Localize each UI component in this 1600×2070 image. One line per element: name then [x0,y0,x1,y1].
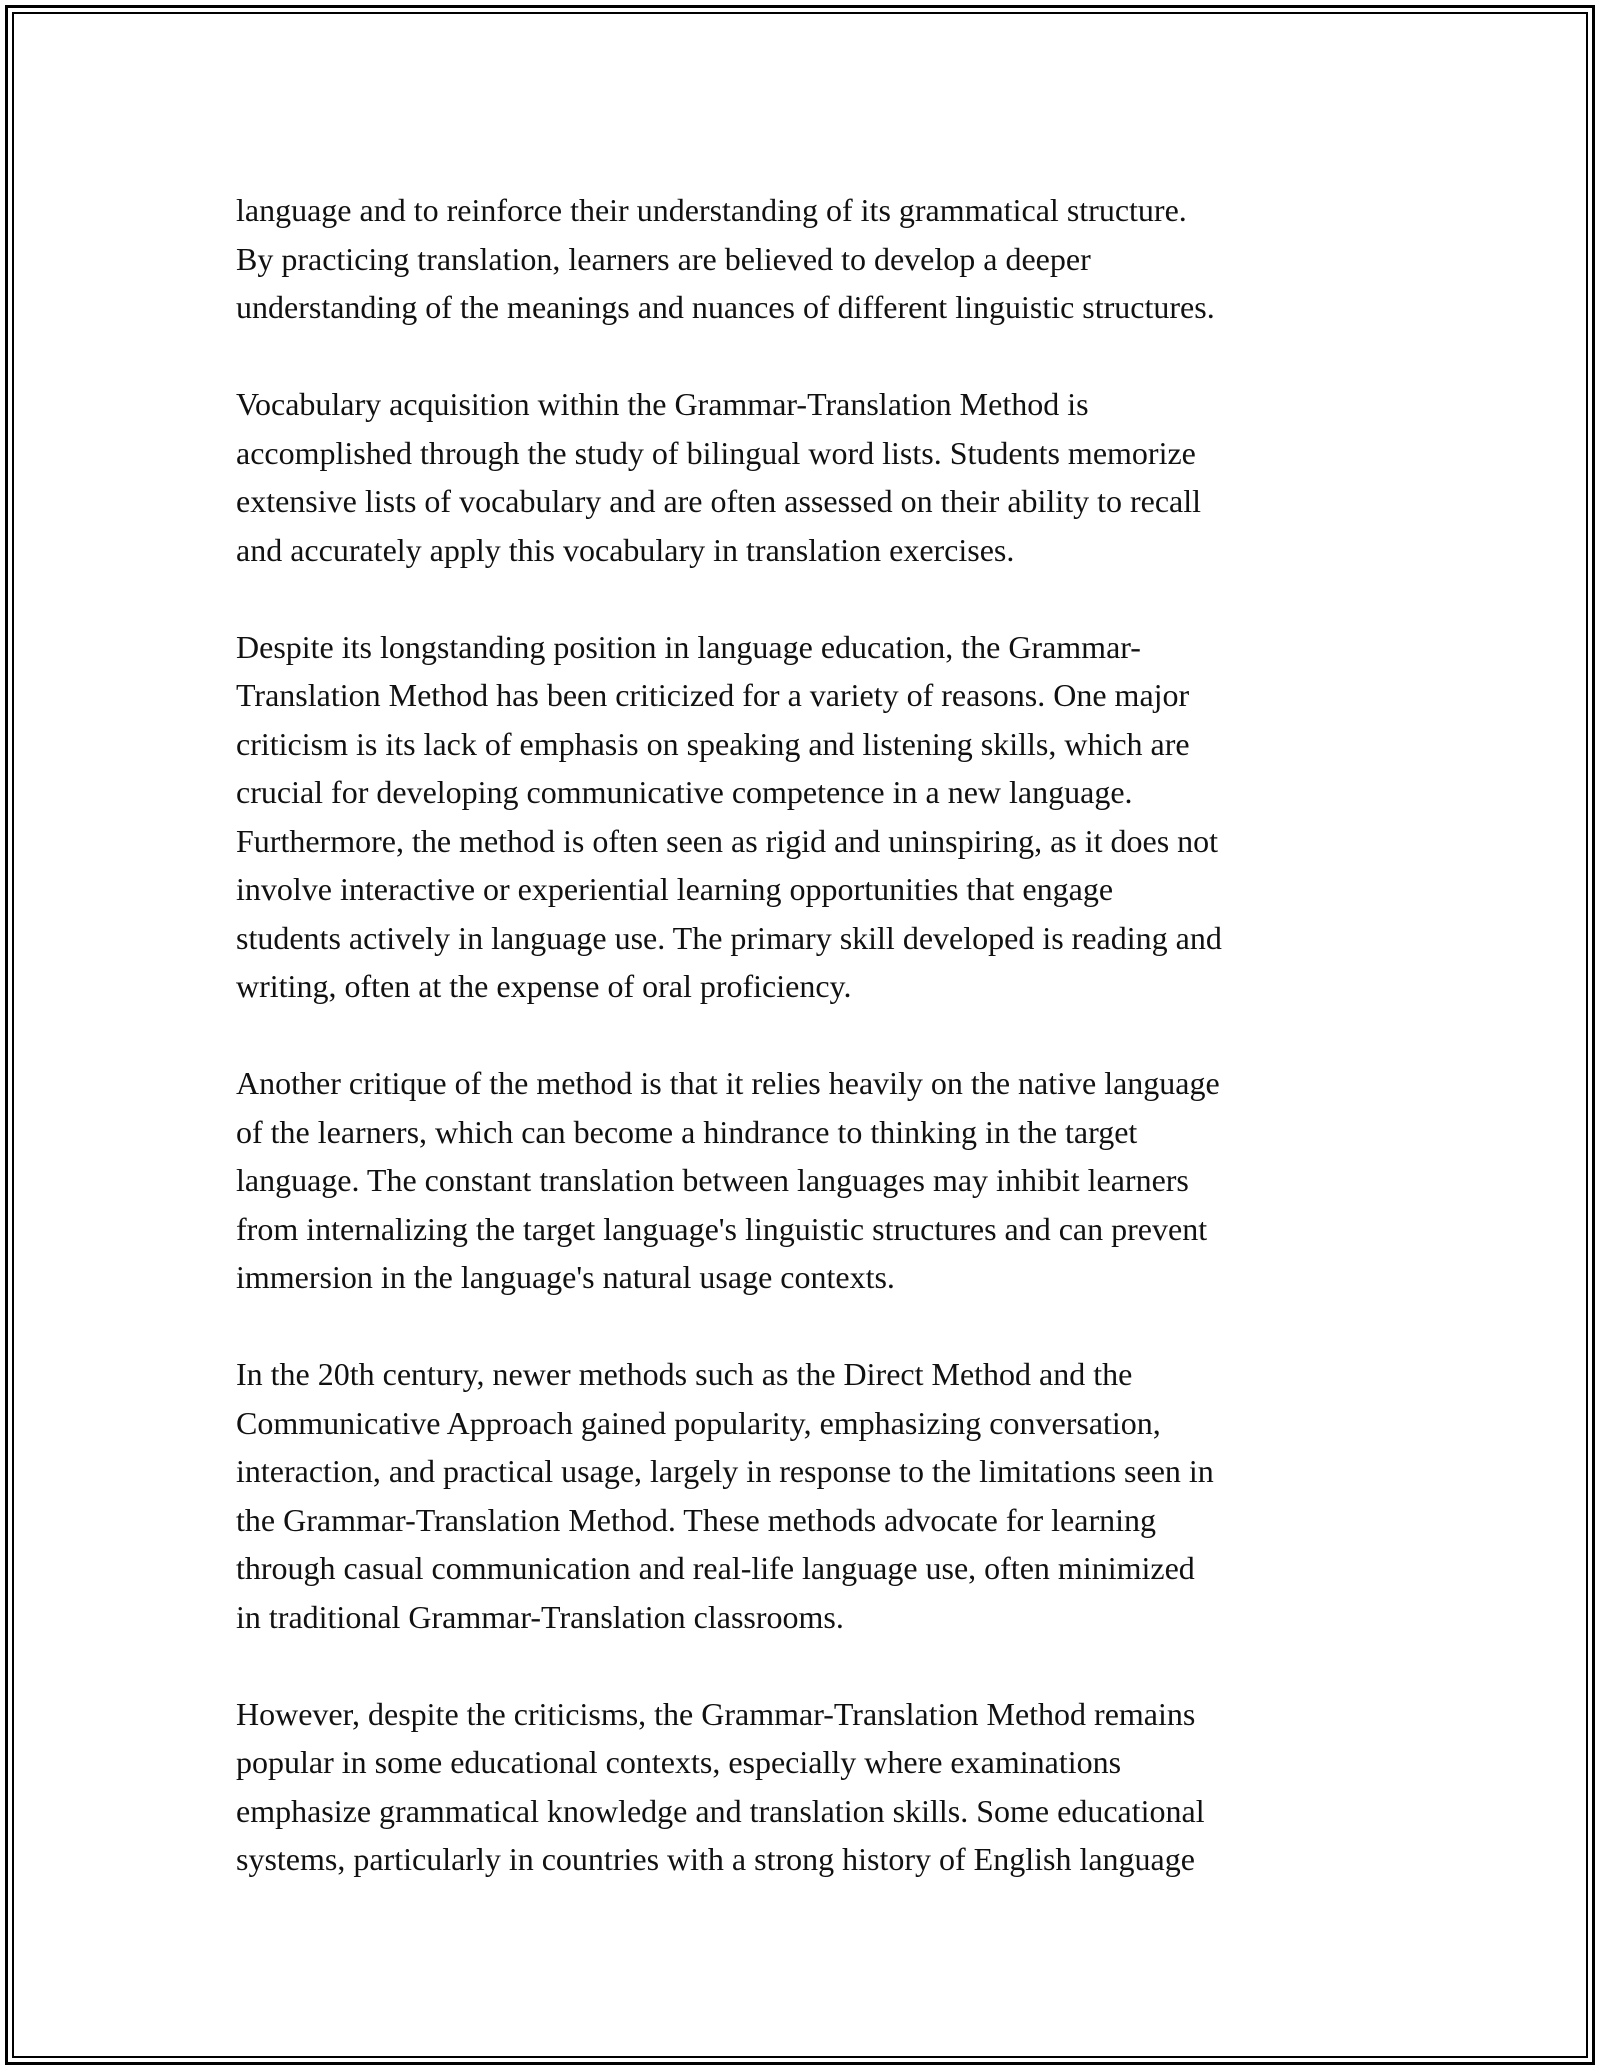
text-line: systems, particularly in countries with a strong history of English language [236,1841,1195,1877]
text-line: language. The constant translation between languages may inhibit learners [236,1162,1189,1198]
text-line: By practicing translation, learners are believed to develop a deeper [236,240,1091,277]
text-line: in traditional Grammar-Translation classrooms. [236,1598,844,1635]
paragraph-4 [236,1059,1396,1302]
text-line: Despite its longstanding position in language education, the Grammar- [236,628,1141,665]
text-line: language and to reinforce their understanding of its grammatical structure. [236,192,1187,228]
text-line: emphasize grammatical knowledge and translation skills. Some educational [236,1792,1205,1829]
text-line: Communicative Approach gained popularity, emphasizing conversation, [236,1404,1161,1441]
paragraph-6 [236,1690,1396,1884]
text-line: Translation Method has been criticized for a variety of reasons. One major [236,677,1190,713]
text-line: and accurately apply this vocabulary in translation exercises. [236,531,1015,568]
text-line: involve interactive or experiential learning opportunities that engage [236,871,1114,907]
text-line: popular in some educational contexts, especially where examinations [236,1744,1122,1780]
text-line: students actively in language use. The primary skill developed is reading and [236,919,1222,956]
text-line: criticism is its lack of emphasis on speaking and listening skills, which are [236,725,1190,762]
text-line: through casual communication and real-life language use, often minimized [236,1550,1195,1586]
paragraph-1 [236,186,1396,332]
text-line: of the learners, which can become a hindrance to thinking in the target [236,1113,1138,1150]
paragraph-2 [236,380,1396,574]
text-line: extensive lists of vocabulary and are often assessed on their ability to recall [236,483,1202,519]
text-line: writing, often at the expense of oral proficiency. [236,968,852,1004]
text-line: Furthermore, the method is often seen as rigid and uninspiring, as it does not [236,822,1219,859]
text-line: Vocabulary acquisition within the Grammar-Translation Method is [236,386,1089,422]
text-line: immersion in the language's natural usage contexts. [236,1259,895,1295]
text-line: Another critique of the method is that it relies heavily on the native language [236,1065,1220,1101]
document-body [236,186,1396,1932]
text-line: understanding of the meanings and nuances of different linguistic structures. [236,289,1215,325]
text-line: accomplished through the study of bilingual word lists. Students memorize [236,434,1196,471]
text-line: However, despite the criticisms, the Grammar-Translation Method remains [236,1695,1196,1732]
paragraph-5 [236,1350,1396,1641]
paragraph-3 [236,623,1396,1011]
text-line: from internalizing the target language's linguistic structures and can prevent [236,1210,1208,1247]
text-line: In the 20th century, newer methods such as the Direct Method and the [236,1356,1133,1392]
text-line: interaction, and practical usage, largely in response to the limitations seen in [236,1453,1214,1489]
text-line: crucial for developing communicative competence in a new language. [236,774,1133,810]
text-line: the Grammar-Translation Method. These methods advocate for learning [236,1501,1156,1538]
